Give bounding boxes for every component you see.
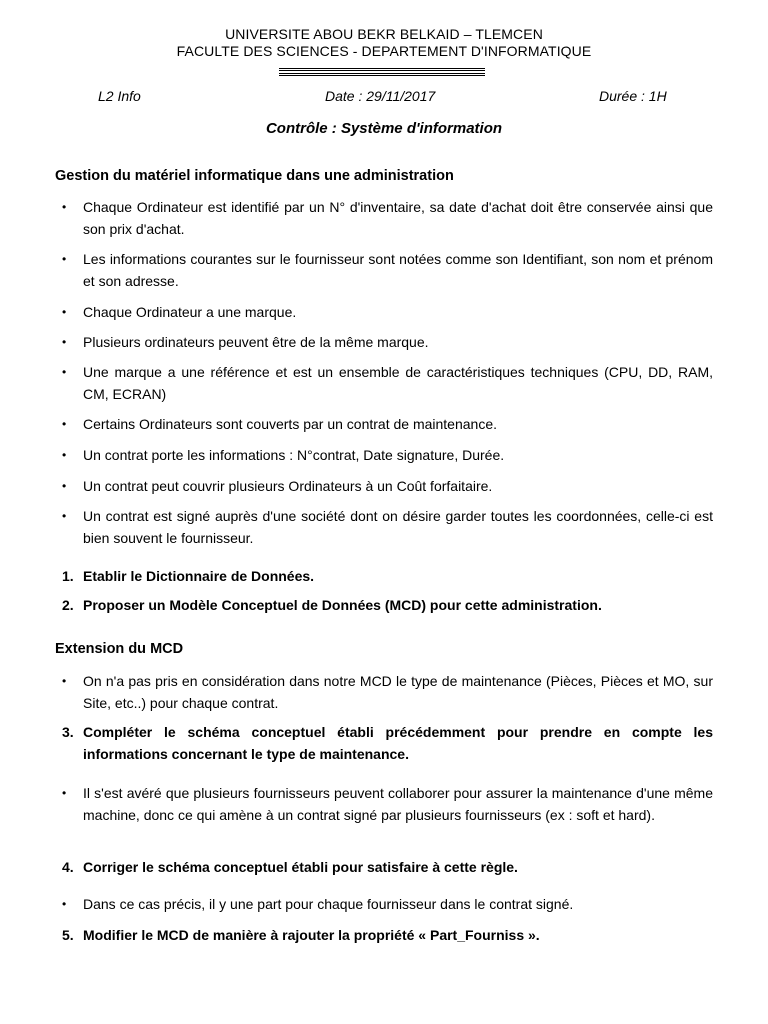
faculty-name: FACULTE DES SCIENCES - DEPARTEMENT D'INFORMATIQUE xyxy=(176,43,592,59)
bullet-icon: • xyxy=(62,479,67,493)
question-number: 5. xyxy=(62,927,74,943)
header-rule-top xyxy=(279,68,485,71)
list-item: Les informations courantes sur le fournisseur sont notées comme son Identifiant, son nom et prénom et son adresse. xyxy=(83,251,713,289)
header-rule-bottom xyxy=(279,73,485,76)
bullet-icon: • xyxy=(62,365,67,379)
question-number: 1. xyxy=(62,568,74,584)
bullet-icon: • xyxy=(62,448,67,462)
bullet-icon: • xyxy=(62,674,67,688)
question-4: Corriger le schéma conceptuel établi pour satisfaire à cette règle. xyxy=(83,859,518,875)
bullet-icon: • xyxy=(62,335,67,349)
bullet-icon: • xyxy=(62,305,67,319)
question-2: Proposer un Modèle Conceptuel de Données (MCD) pour cette administration. xyxy=(83,597,602,613)
list-item: Chaque Ordinateur est identifié par un N° d'inventaire, sa date d'achat doit être conservée ainsi que son prix d'achat. xyxy=(83,199,713,237)
question-number: 4. xyxy=(62,859,74,875)
exam-date: Date : 29/11/2017 xyxy=(325,88,436,104)
bullet-icon: • xyxy=(62,252,67,266)
list-item: Plusieurs ordinateurs peuvent être de la même marque. xyxy=(83,334,429,350)
bullet-icon: • xyxy=(62,417,67,431)
class-label: L2 Info xyxy=(98,88,141,104)
bullet-icon: • xyxy=(62,897,67,911)
exam-title: Contrôle : Système d'information xyxy=(265,120,503,137)
bullet-icon: • xyxy=(62,509,67,523)
list-item: Un contrat porte les informations : N°contrat, Date signature, Durée. xyxy=(83,447,505,463)
list-item: Chaque Ordinateur a une marque. xyxy=(83,304,297,320)
list-item: On n'a pas pris en considération dans notre MCD le type de maintenance (Pièces, Pièces et MO, sur Site, etc..) pour chaque contrat. xyxy=(83,673,713,711)
list-item: Une marque a une référence et est un ensemble de caractéristiques techniques (CPU, DD, RAM, CM, ECRAN) xyxy=(83,364,713,402)
question-3: Compléter le schéma conceptuel établi précédemment pour prendre en compte les informations concernant le type de maintenance. xyxy=(83,724,713,762)
university-name: UNIVERSITE ABOU BEKR BELKAID – TLEMCEN xyxy=(225,26,543,42)
list-item: Un contrat peut couvrir plusieurs Ordinateurs à un Coût forfaitaire. xyxy=(83,478,493,494)
list-item: Certains Ordinateurs sont couverts par un contrat de maintenance. xyxy=(83,416,497,432)
list-item: Dans ce cas précis, il y une part pour chaque fournisseur dans le contrat signé. xyxy=(83,896,574,912)
exam-duration: Durée : 1H xyxy=(599,88,667,104)
bullet-icon: • xyxy=(62,200,67,214)
question-1: Etablir le Dictionnaire de Données. xyxy=(83,568,315,584)
list-item: Il s'est avéré que plusieurs fournisseurs peuvent collaborer pour assurer la maintenance d'une même machine, donc ce qui amène à un contrat signé par plusieurs fournisseurs (ex : soft et hard). xyxy=(83,785,713,823)
list-item: Un contrat est signé auprès d'une société dont on désire garder toutes les coordonnées, celle-ci est bien souvent le fournisseur. xyxy=(83,508,713,546)
question-number: 3. xyxy=(62,724,74,740)
question-5: Modifier le MCD de manière à rajouter la propriété « Part_Fourniss ». xyxy=(83,927,540,943)
section-title-gestion: Gestion du matériel informatique dans une administration xyxy=(55,168,454,184)
question-number: 2. xyxy=(62,597,74,613)
bullet-icon: • xyxy=(62,786,67,800)
section-title-extension: Extension du MCD xyxy=(55,641,184,657)
